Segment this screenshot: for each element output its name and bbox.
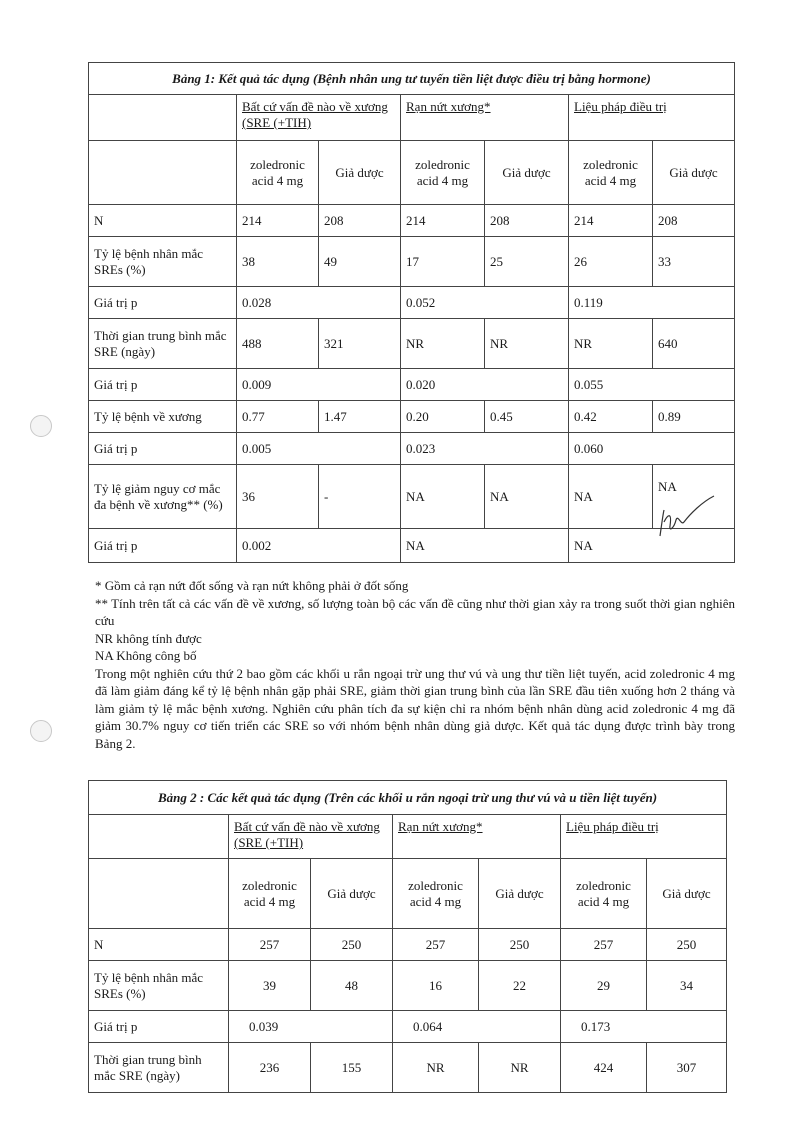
row-label: Thời gian trung bình mắc SRE (ngày) — [89, 1043, 229, 1093]
row-label: Giá trị p — [89, 287, 237, 319]
table-row: Thời gian trung bình mắc SRE (ngày) 488 321 NR NR NR 640 — [89, 319, 735, 369]
table-row: Giá trị p 0.002 NA NA — [89, 529, 735, 563]
punch-hole-bottom — [30, 720, 52, 742]
sub-header: zoledronic acid 4 mg — [401, 141, 485, 205]
row-label: N — [89, 929, 229, 961]
group-header: Rạn nứt xương* — [401, 95, 569, 141]
table-row: Tỷ lệ bệnh nhân mắc SREs (%) 39 48 16 22 29 34 — [89, 961, 727, 1011]
row-label: Tỷ lệ giảm nguy cơ mắc đa bệnh về xương** (%) — [89, 465, 237, 529]
table-row: Tỷ lệ bệnh về xương 0.77 1.47 0.20 0.45 0.42 0.89 — [89, 401, 735, 433]
notes-section — [95, 577, 735, 752]
group-header: Bất cứ vấn đề nào về xương (SRE (+TIH) — [237, 95, 401, 141]
table-1 — [88, 62, 735, 563]
punch-hole-top — [30, 415, 52, 437]
table-row: Tỷ lệ bệnh nhân mắc SREs (%) 38 49 17 25 26 33 — [89, 237, 735, 287]
group-header: Bất cứ vấn đề nào về xương (SRE (+TIH) — [229, 815, 393, 859]
table-row: Giá trị p 0.009 0.020 0.055 — [89, 369, 735, 401]
table-2 — [88, 780, 727, 1093]
row-label: Giá trị p — [89, 1011, 229, 1043]
sub-header: zoledronic acid 4 mg — [237, 141, 319, 205]
sub-header: Giả dược — [479, 859, 561, 929]
row-label: Giá trị p — [89, 369, 237, 401]
table-corner — [89, 95, 237, 141]
footnote: * Gồm cả rạn nứt đốt sống và rạn nứt không phải ở đốt sống — [95, 578, 409, 593]
sub-header: Giả dược — [653, 141, 735, 205]
row-label: Tỷ lệ bệnh nhân mắc SREs (%) — [89, 961, 229, 1011]
sub-header: Giả dược — [647, 859, 727, 929]
footnote: NA Không công bố — [95, 648, 197, 663]
row-label: Giá trị p — [89, 433, 237, 465]
group-header: Rạn nứt xương* — [393, 815, 561, 859]
sub-header: Giả dược — [485, 141, 569, 205]
table-row: N 257 250 257 250 257 250 — [89, 929, 727, 961]
table-row: Giá trị p 0.005 0.023 0.060 — [89, 433, 735, 465]
sub-header: zoledronic acid 4 mg — [569, 141, 653, 205]
row-label: Tỷ lệ bệnh nhân mắc SREs (%) — [89, 237, 237, 287]
sub-header: Giả dược — [319, 141, 401, 205]
row-label: N — [89, 205, 237, 237]
body-paragraph: Trong một nghiên cứu thứ 2 bao gồm các khối u rắn ngoại trừ ung thư vú và ung thư tiền liệt tuyến, acid zoledronic 4 mg đã làm giảm đáng kể tỷ lệ bệnh nhân gặp phải SRE, giảm thời gian trung bình của lần SRE đầu tiên xuống hơn 2 tháng và làm giảm tỷ lệ mắc bệnh xương. Nghiên cứu phân tích đa sự kiện chỉ ra nhóm bệnh nhân dùng acid zoledronic 4 mg đã giảm 30.7% nguy cơ tiến triển các SRE so với nhóm bệnh nhân dùng giả dược. Kết quả tác dụng được trình bày trong Bảng 2. — [95, 665, 735, 751]
table-row: N 214 208 214 208 214 208 — [89, 205, 735, 237]
group-header: Liệu pháp điều trị — [561, 815, 727, 859]
sub-header: zoledronic acid 4 mg — [561, 859, 647, 929]
row-label: Tỷ lệ bệnh về xương — [89, 401, 237, 433]
row-label: Thời gian trung bình mắc SRE (ngày) — [89, 319, 237, 369]
table-corner — [89, 815, 229, 859]
footnote: NR không tính được — [95, 630, 202, 646]
sub-header: zoledronic acid 4 mg — [229, 859, 311, 929]
table-row: Thời gian trung bình mắc SRE (ngày) 236 155 NR NR 424 307 — [89, 1043, 727, 1093]
table-row: Tỷ lệ giảm nguy cơ mắc đa bệnh về xương** (%) 36 - NA NA NA NA — [89, 465, 735, 529]
handwritten-signature — [648, 492, 718, 542]
sub-header: zoledronic acid 4 mg — [393, 859, 479, 929]
table-caption: Bảng 2 : Các kết quả tác dụng (Trên các khối u rắn ngoại trừ ung thư vú và u tiền liệt tuyến) — [89, 781, 727, 815]
group-header: Liệu pháp điều trị — [569, 95, 735, 141]
footnote: ** Tính trên tất cả các vấn đề về xương, số lượng toàn bộ các vấn đề cũng như thời gian xảy ra trong suốt thời gian nghiên cứu — [95, 595, 735, 628]
sub-header: Giả dược — [311, 859, 393, 929]
table-caption: Bảng 1: Kết quả tác dụng (Bệnh nhân ung tư tuyến tiền liệt được điều trị bằng hormone) — [89, 63, 735, 95]
table-row: Giá trị p 0.028 0.052 0.119 — [89, 287, 735, 319]
table-row: Giá trị p 0.039 0.064 0.173 — [89, 1011, 727, 1043]
row-label: Giá trị p — [89, 529, 237, 563]
